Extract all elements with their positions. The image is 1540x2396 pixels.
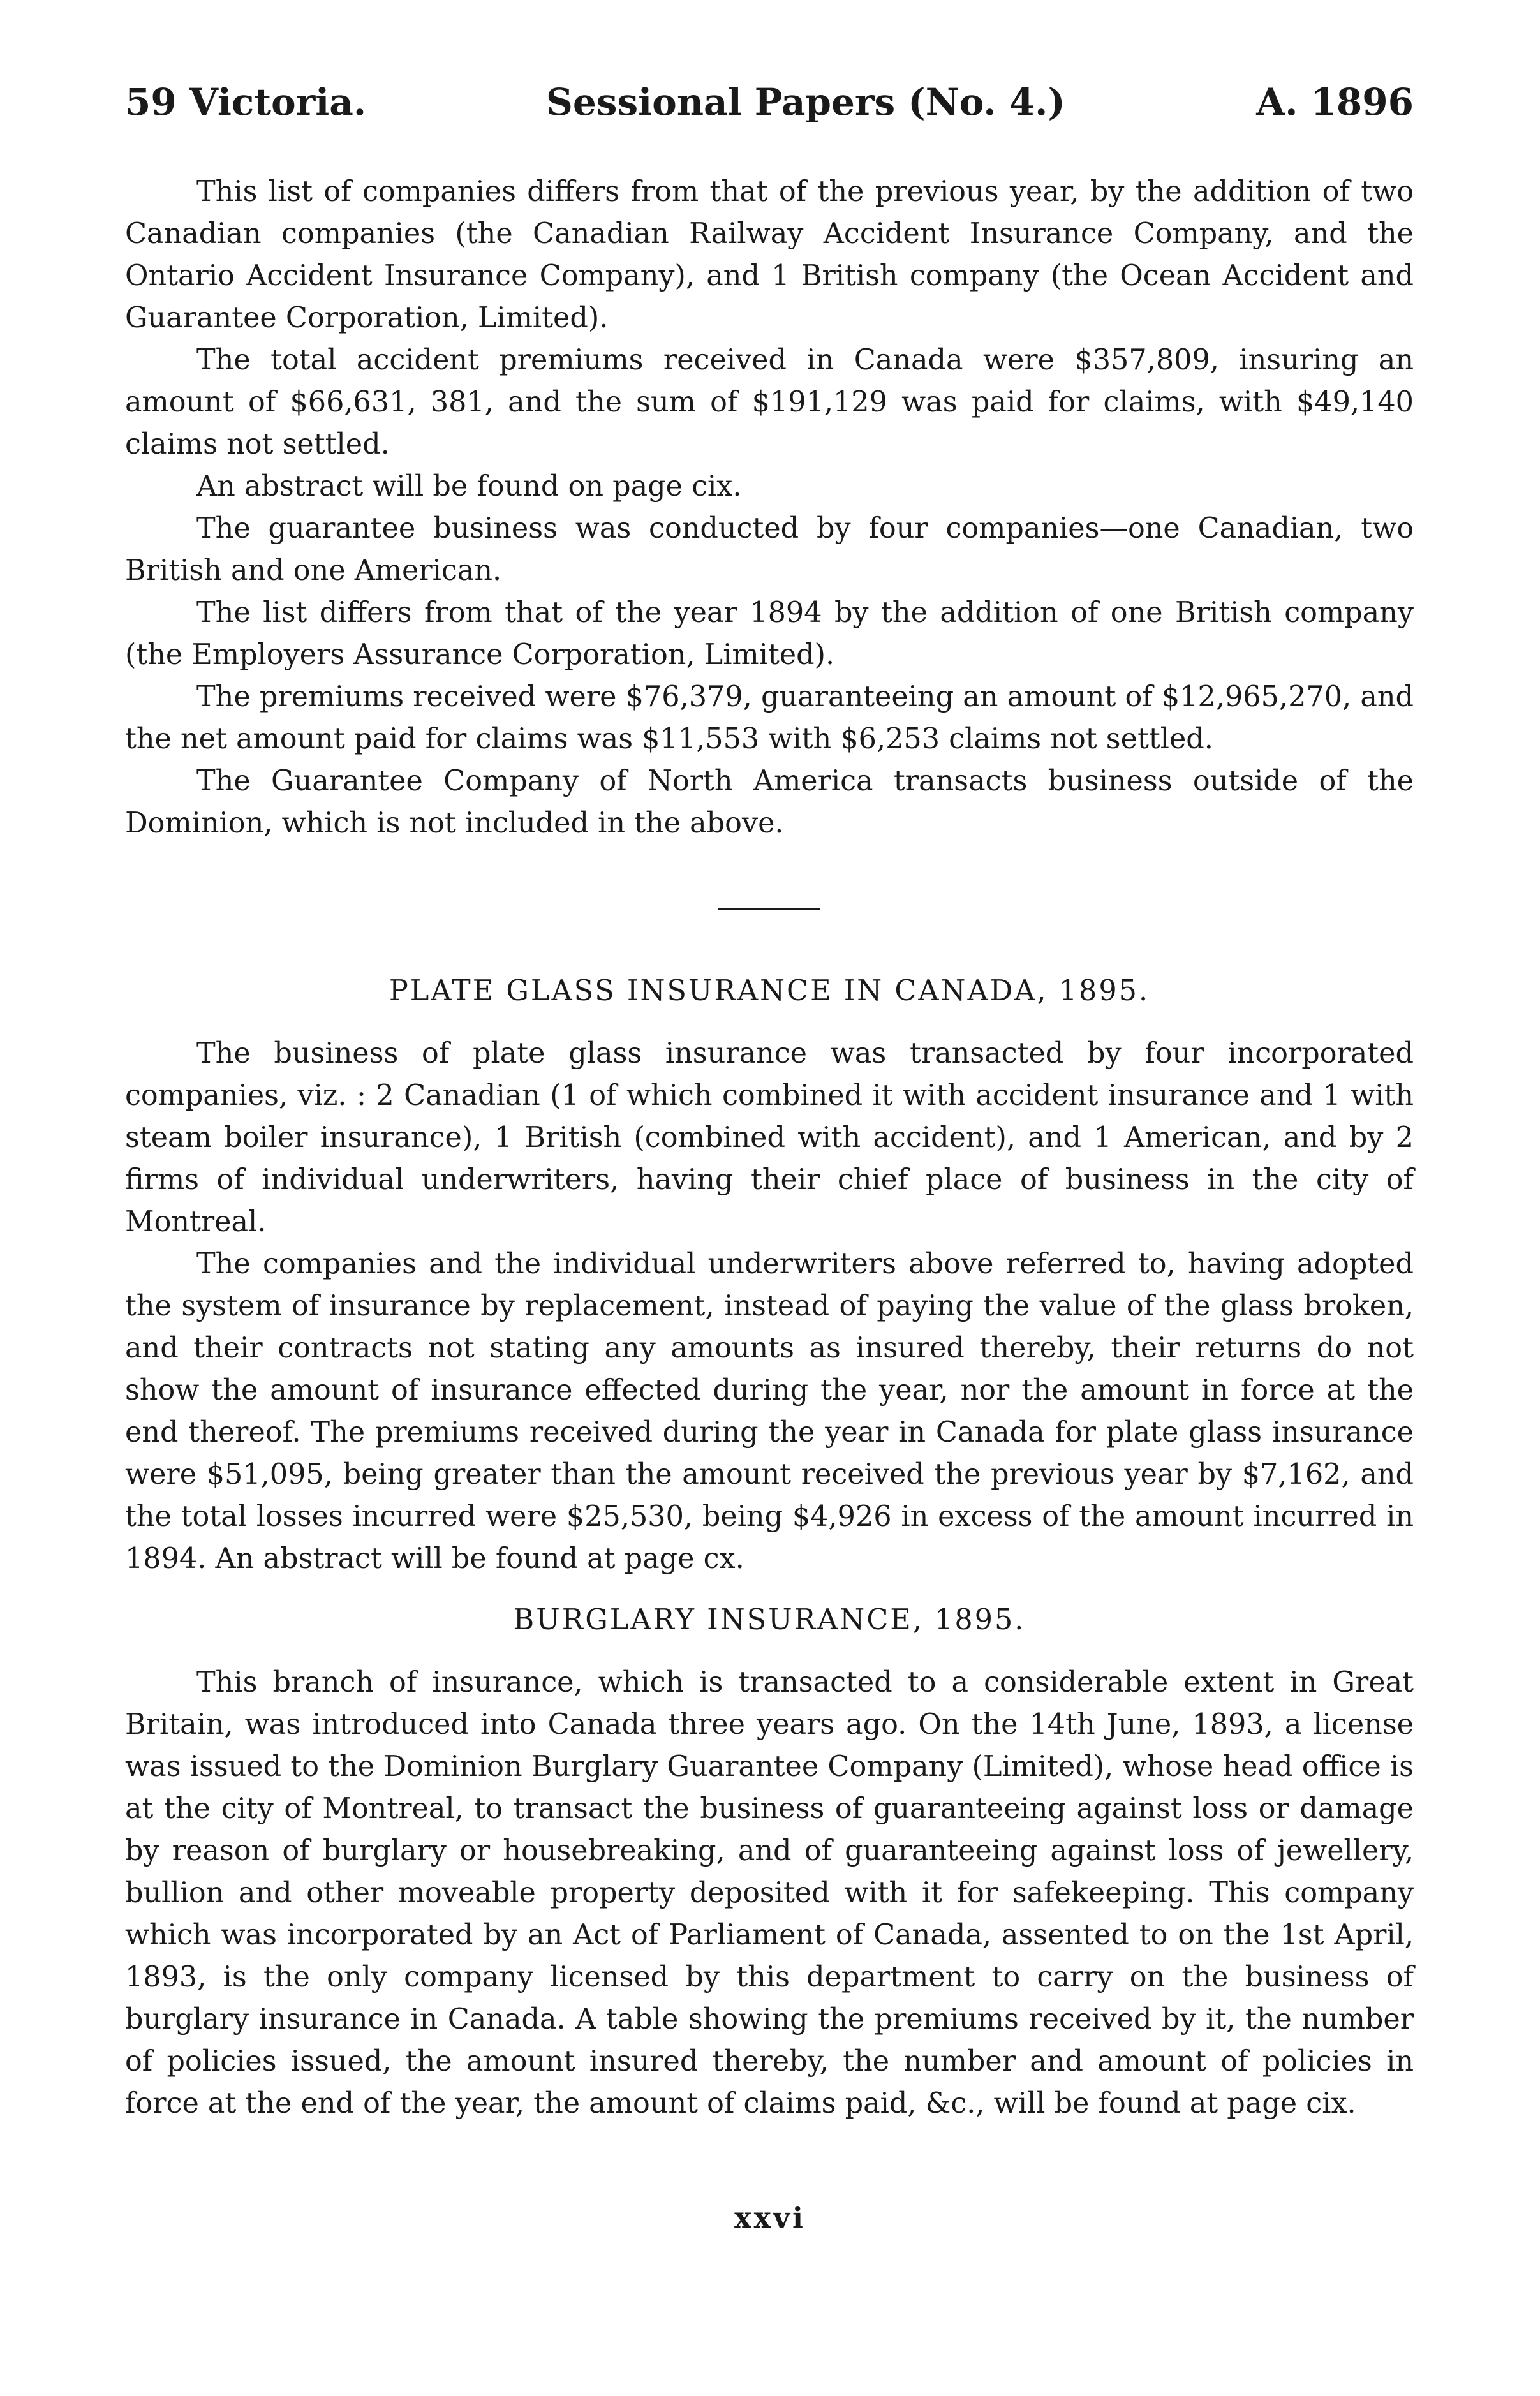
body-text (125, 171, 1414, 2125)
intro-paragraph: The Guarantee Company of North America transacts business outside of the Dominion, which is not included in the above. (125, 765, 1414, 839)
intro-paragraph: The premiums received were $76,379, guaranteeing an amount of $12,965,270, and the net amount paid for claims was $11,553 with $6,253 claims not settled. (125, 681, 1414, 755)
intro-paragraph: The list differs from that of the year 1894 by the addition of one British company (the Employers Assurance Corporation, Limited). (125, 596, 1414, 671)
intro-paragraph: The total accident premiums received in Canada were $357,809, insuring an amount of $66,631, 381, and the sum of $191,129 was paid for claims, with $49,140 claims not settled. (125, 344, 1414, 461)
plate-glass-paragraph: The companies and the individual underwriters above referred to, having adopted the system of insurance by replacement, instead of paying the value of the glass broken, and their contracts not stating any amounts as insured thereby, their returns do not show the amount of insurance effected during the year, nor the amount in force at the end thereof. The premiums received during the year in Canada for plate glass insurance were $51,095, being greater than the amount received the previous year by $7,162, and the total losses incurred were $25,530, being $4,926 in excess of the amount incurred in 1894. An abstract will be found at page cx. (125, 1248, 1414, 1575)
header-title: Sessional Papers (No. 4.) (546, 80, 1065, 124)
header-year: A. 1896 (1256, 80, 1414, 124)
header-session: 59 Victoria. (125, 80, 367, 124)
intro-paragraph: This list of companies differs from that of the previous year, by the addition of two Canadian companies (the Canadian Railway Accident Insurance Company, and the Ontario Accident Insurance Company), and 1 British company (the Ocean Accident and Guarantee Corporation, Limited). (125, 175, 1414, 334)
burglary-heading: BURGLARY INSURANCE, 1895. (513, 1604, 1026, 1636)
intro-paragraph: An abstract will be found on page cix. (196, 470, 742, 503)
page-number: xxvi (734, 2201, 806, 2235)
intro-paragraph: The guarantee business was conducted by four companies—one Canadian, two British and one American. (125, 512, 1414, 587)
section-divider (718, 908, 820, 910)
plate-glass-paragraph: The business of plate glass insurance was transacted by four incorporated companies, viz. : 2 Canadian (1 of which combined it with accident insurance and 1 with steam boiler insurance), 1 British (combined with accident), and 1 American, and by 2 firms of individual underwriters, having their chief place of business in the city of Montreal. (125, 1037, 1414, 1238)
plate-glass-heading: PLATE GLASS INSURANCE IN CANADA, 1895. (389, 975, 1150, 1007)
running-header (125, 73, 1414, 131)
burglary-paragraph: This branch of insurance, which is transacted to a considerable extent in Great Britain, was introduced into Canada three years ago. On the 14th June, 1893, a license was issued to the Dominion Burglary Guarantee Company (Limited), whose head office is at the city of Montreal, to transact the business of guaranteeing against loss or damage by reason of burglary or housebreaking, and of guaranteeing against loss of jewellery, bullion and other moveable property deposited with it for safekeeping. This company which was incorporated by an Act of Parliament of Canada, assented to on the 1st April, 1893, is the only company licensed by this department to carry on the business of burglary insurance in Canada. A table showing the premiums received by it, the number of policies issued, the amount insured thereby, the number and amount of policies in force at the end of the year, the amount of claims paid, &c., will be found at page cix. (125, 1666, 1414, 2120)
